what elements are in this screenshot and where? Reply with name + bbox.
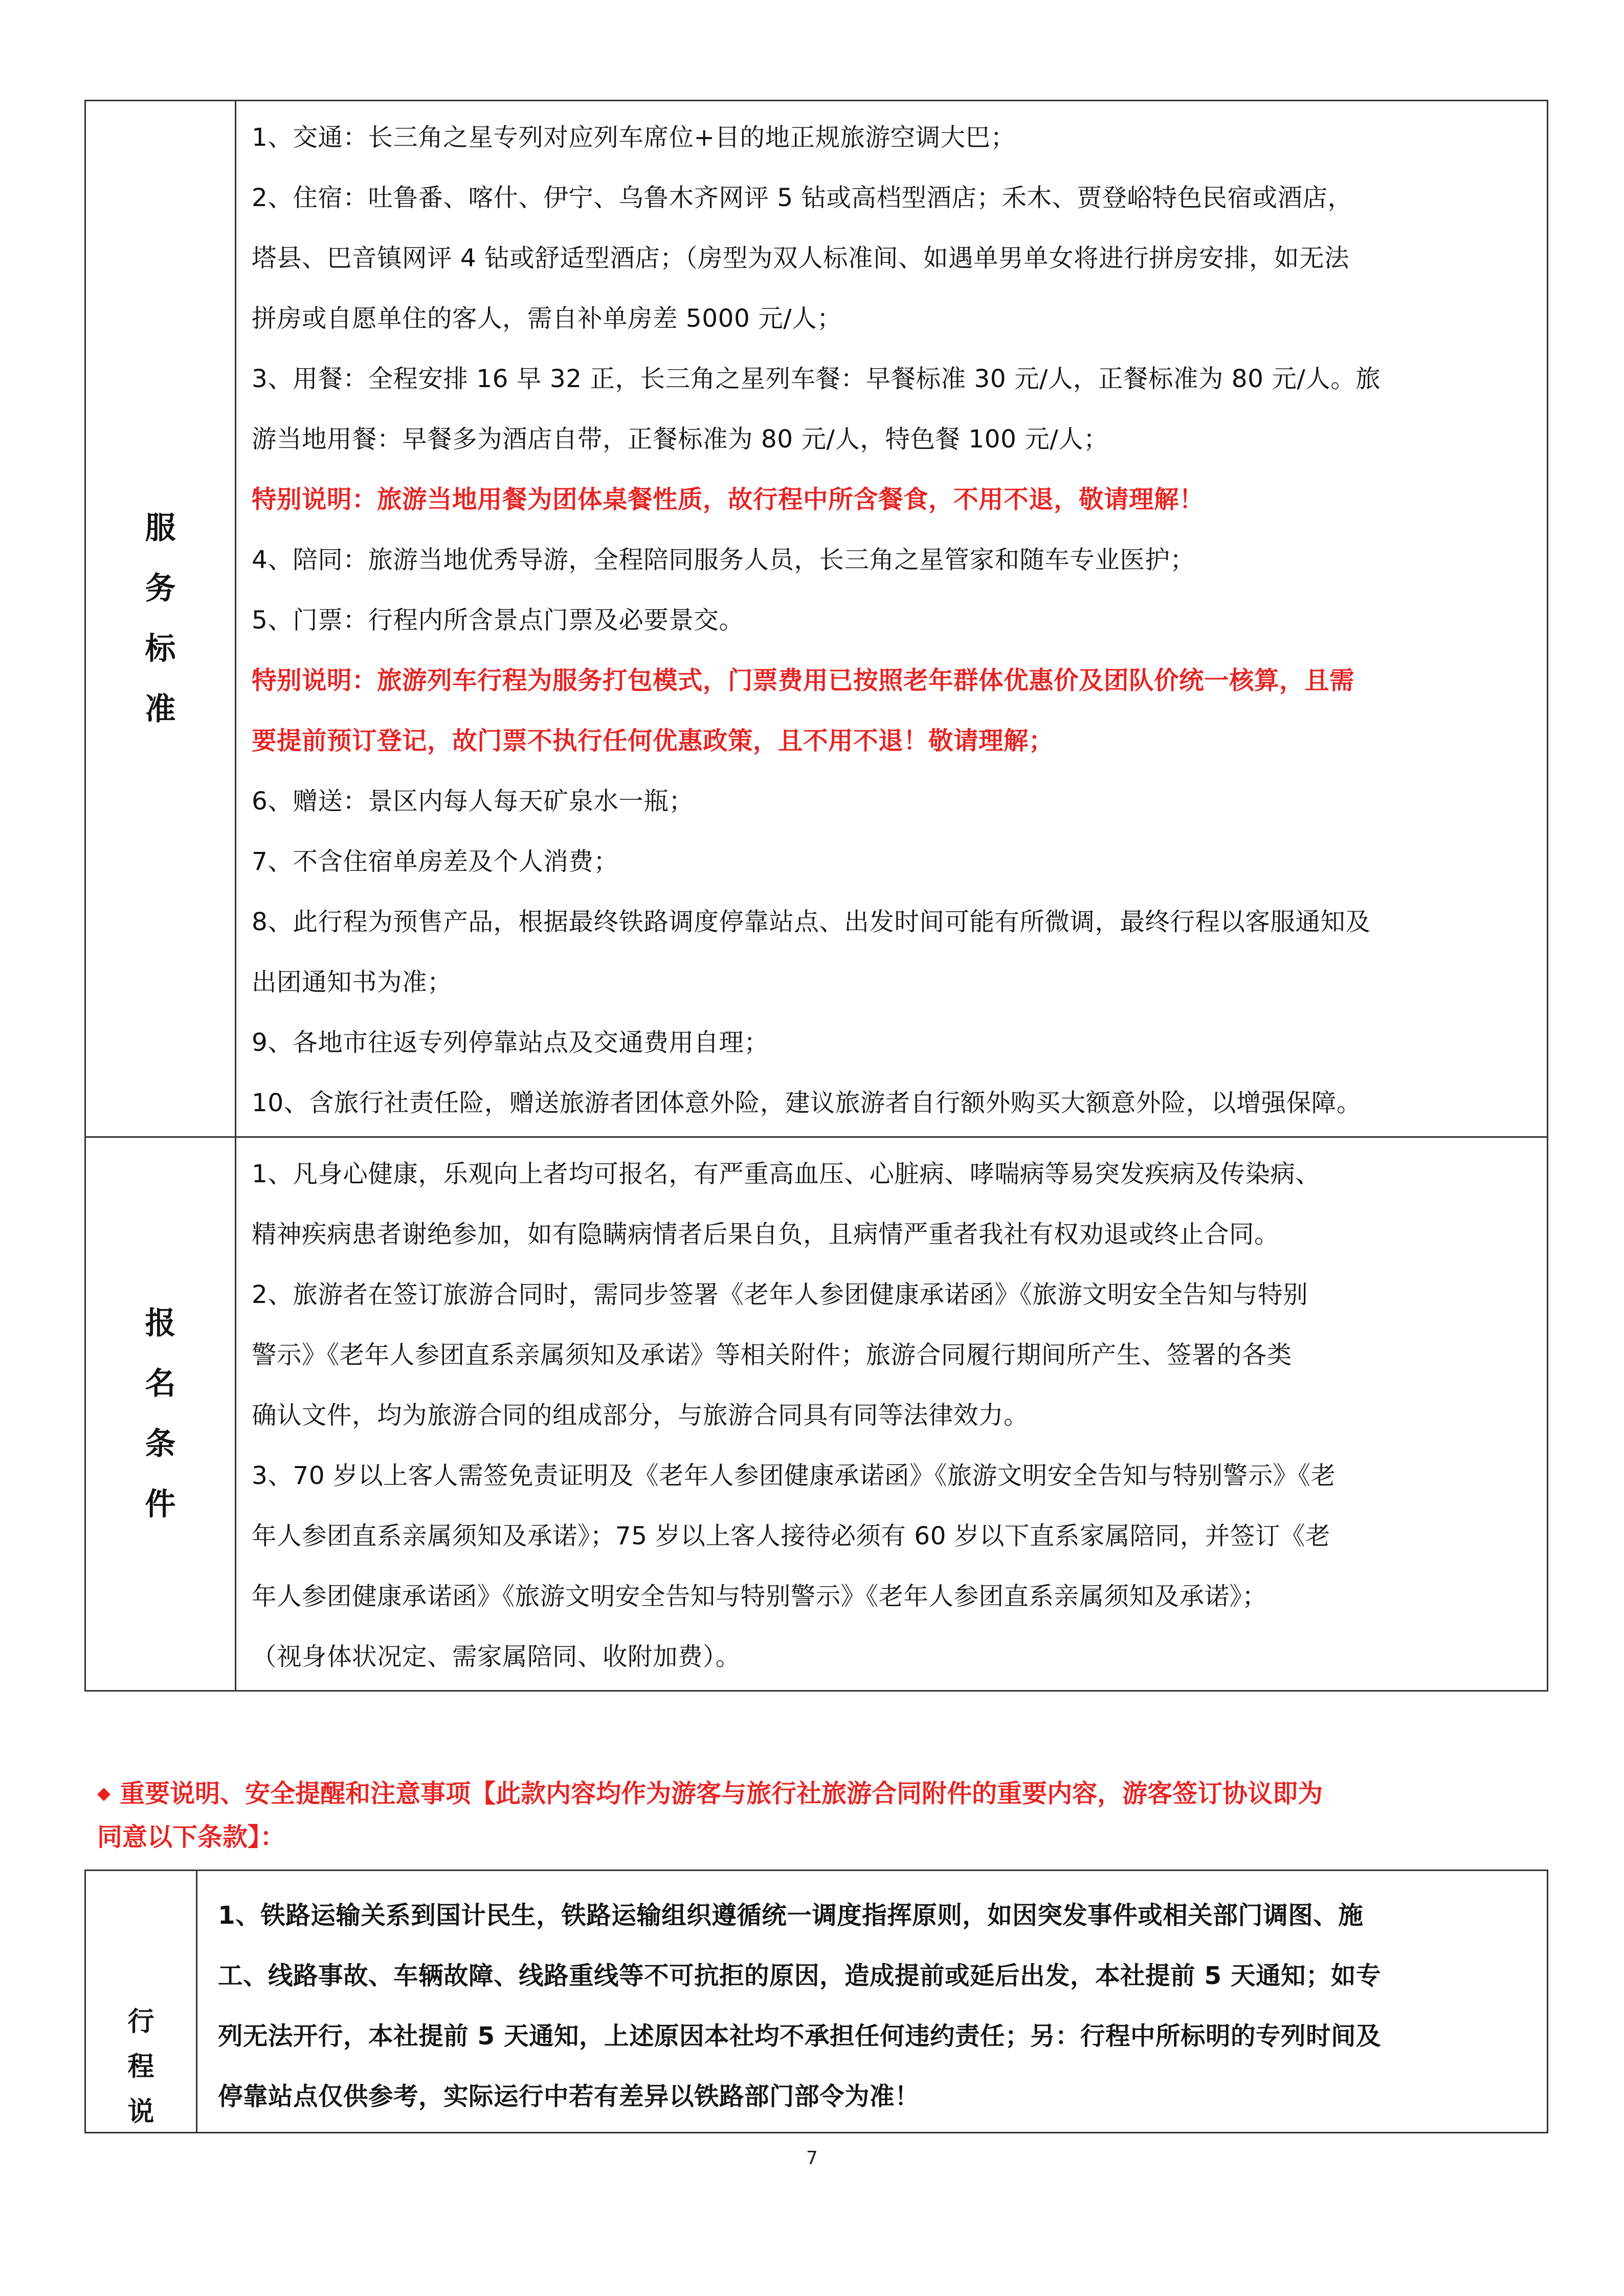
- page-number: 7: [806, 2148, 818, 2169]
- itinerary-notes-lines: [218, 1885, 1533, 2127]
- signup-conditions-content: [236, 1137, 1548, 1691]
- signup-line: 年人参团直系亲属须知及承诺》；75 岁以上客人接待必须有 60 岁以下直系家属陪同，并签订《老: [252, 1522, 1330, 1550]
- service-standard-label-cell: [85, 101, 236, 1137]
- signup-line: 年人参团健康承诺函》《旅游文明安全告知与特别警示》《老年人参团直系亲属须知及承诺》；: [252, 1582, 1267, 1611]
- notice-line-1: 重要说明、安全提醒和注意事项【此款内容均作为游客与旅行社旅游合同附件的重要内容，游客签订协议即为: [120, 1779, 1323, 1808]
- service-line: 游当地用餐：早餐多为酒店自带，正餐标准为 80 元/人，特色餐 100 元/人；: [252, 425, 1109, 454]
- signup-line: （视身体状况定、需家属陪同、收附加费）。: [252, 1642, 741, 1671]
- signup-conditions-row: [85, 1137, 1548, 1691]
- signup-line: 确认文件，均为旅游合同的组成部分，与旅游合同具有同等法律效力。: [252, 1401, 1029, 1430]
- signup-line: 2、旅游者在签订旅游合同时，需同步签署《老年人参团健康承诺函》《旅游文明安全告知与特别: [252, 1280, 1308, 1309]
- service-line: 拼房或自愿单住的客人，需自补单房差 5000 元/人；: [252, 304, 842, 333]
- service-line: 9、各地市往返专列停靠站点及交通费用自理；: [252, 1028, 769, 1057]
- diamond-bullet-icon: ◆: [97, 1783, 111, 1804]
- signup-conditions-label-cell: [85, 1137, 236, 1691]
- signup-conditions-lines: [252, 1144, 1531, 1687]
- service-line: 8、此行程为预售产品，根据最终铁路调度停靠站点、出发时间可能有所微调，最终行程以客服通知及: [252, 908, 1371, 936]
- service-line: 6、赠送：景区内每人每天矿泉水一瓶；: [252, 787, 694, 816]
- special-note-line: 特别说明：旅游当地用餐为团体桌餐性质，故行程中所含餐食，不用不退，敬请理解！: [252, 485, 1205, 514]
- itinerary-notes-table: [84, 1870, 1548, 2133]
- signup-line: 警示》《老年人参团直系亲属须知及承诺》等相关附件；旅游合同履行期间所产生、签署的各类: [252, 1341, 1292, 1369]
- signup-line: 3、70 岁以上客人需签免责证明及《老年人参团健康承诺函》《旅游文明安全告知与特别警示》《老: [252, 1461, 1336, 1490]
- itinerary-line: 工、线路事故、车辆故障、线路重线等不可抗拒的原因，造成提前或延后出发，本社提前 5 天通知；如专: [218, 1962, 1382, 1990]
- service-signup-table: [84, 100, 1548, 1692]
- itinerary-line: 停靠站点仅供参考，实际运行中若有差异以铁路部门部令为准！: [218, 2082, 920, 2111]
- service-line: 5、门票：行程内所含景点门票及必要景交。: [252, 606, 744, 635]
- itinerary-notes-row: [85, 1871, 1548, 2133]
- notice-line-2: 同意以下条款】：: [97, 1822, 285, 1852]
- service-line: 3、用餐：全程安排 16 早 32 正，长三角之星列车餐：早餐标准 30 元/人，正餐标准为 80 元/人。旅: [252, 365, 1381, 393]
- special-note-line: 特别说明：旅游列车行程为服务打包模式，门票费用已按照老年群体优惠价及团队价统一核算，且需: [252, 666, 1355, 695]
- itinerary-notes-content: [197, 1871, 1548, 2133]
- service-line: 塔县、巴音镇网评 4 钻或舒适型酒店；（房型为双人标准间、如遇单男单女将进行拼房安排，如无法: [252, 244, 1349, 273]
- special-note-line: 要提前预订登记，故门票不执行任何优惠政策，且不用不退！敬请理解；: [252, 727, 1054, 755]
- important-notice-heading: [97, 1772, 1545, 1859]
- signup-line: 1、凡身心健康，乐观向上者均可报名，有严重高血压、心脏病、哮喘病等易突发疾病及传染病、: [252, 1160, 1321, 1188]
- service-line: 2、住宿：吐鲁番、喀什、伊宁、乌鲁木齐网评 5 钻或高档型酒店；禾木、贾登峪特色民宿或酒店，: [252, 184, 1353, 212]
- itinerary-line: 1、铁路运输关系到国计民生，铁路运输组织遵循统一调度指挥原则，如因突发事件或相关部门调图、施: [218, 1901, 1364, 1930]
- service-line: 出团通知书为准；: [252, 968, 453, 997]
- service-line: 10、含旅行社责任险，赠送旅游者团体意外险，建议旅游者自行额外购买大额意外险，以增强保障。: [252, 1089, 1362, 1117]
- service-standard-content: [236, 101, 1548, 1137]
- itinerary-notes-label: 行程说: [127, 2007, 154, 2127]
- service-line: 4、陪同：旅游当地优秀导游，全程陪同服务人员，长三角之星管家和随车专业医护；: [252, 546, 1195, 574]
- service-standard-label: 服务标准: [145, 510, 176, 727]
- signup-line: 精神疾病患者谢绝参加，如有隐瞒病情者后果自负，且病情严重者我社有权劝退或终止合同。: [252, 1220, 1280, 1249]
- itinerary-notes-label-cell: [85, 1871, 197, 2133]
- service-standard-lines: [252, 107, 1531, 1133]
- service-standard-row: [85, 101, 1548, 1137]
- service-line: 7、不含住宿单房差及个人消费；: [252, 847, 619, 876]
- itinerary-line: 列无法开行，本社提前 5 天通知，上述原因本社均不承担任何违约责任；另：行程中所标明的专列时间及: [218, 2022, 1382, 2051]
- signup-conditions-label: 报名条件: [145, 1305, 176, 1522]
- service-line: 1、交通：长三角之星专列对应列车席位+目的地正规旅游空调大巴；: [252, 123, 1016, 152]
